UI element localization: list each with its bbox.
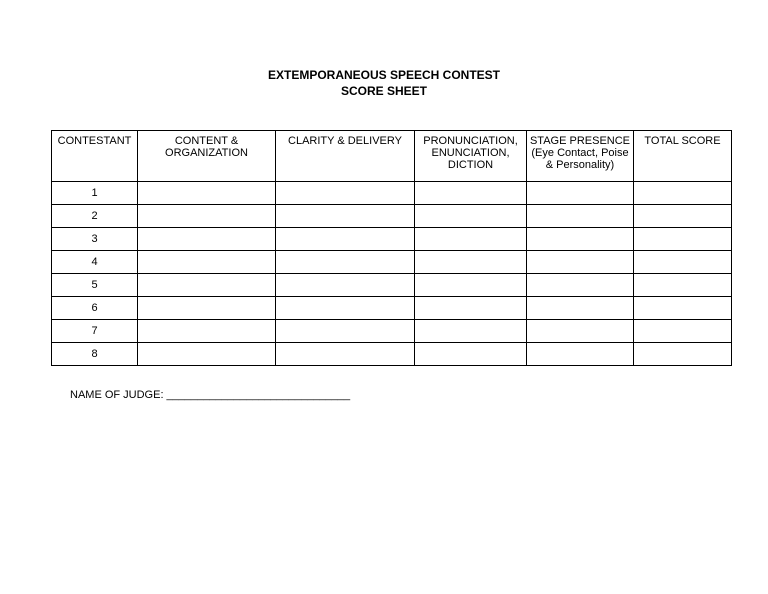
contestant-number: 5: [52, 274, 138, 297]
score-cell-pronunciation[interactable]: [415, 228, 527, 251]
score-cell-stage-presence[interactable]: [527, 297, 634, 320]
table-row: [52, 320, 732, 343]
score-cell-clarity[interactable]: [276, 251, 415, 274]
table-row: [52, 297, 732, 320]
score-cell-total[interactable]: [634, 343, 732, 366]
header-pronunciation: PRONUNCIATION, ENUNCIATION, DICTION: [415, 131, 527, 182]
contestant-number: 7: [52, 320, 138, 343]
contestant-number: 2: [52, 205, 138, 228]
judge-name-field[interactable]: NAME OF JUDGE: ______________________________: [70, 389, 351, 401]
score-cell-clarity[interactable]: [276, 320, 415, 343]
contestant-number: 4: [52, 251, 138, 274]
score-cell-clarity[interactable]: [276, 205, 415, 228]
score-cell-pronunciation[interactable]: [415, 343, 527, 366]
table-row: [52, 228, 732, 251]
contestant-number: 3: [52, 228, 138, 251]
score-cell-content[interactable]: [138, 297, 276, 320]
score-cell-content[interactable]: [138, 274, 276, 297]
score-cell-clarity[interactable]: [276, 343, 415, 366]
contestant-number: 6: [52, 297, 138, 320]
score-table-header: [52, 131, 732, 182]
score-cell-clarity[interactable]: [276, 274, 415, 297]
document-title: EXTEMPORANEOUS SPEECH CONTEST: [267, 68, 501, 82]
score-cell-pronunciation[interactable]: [415, 297, 527, 320]
score-cell-total[interactable]: [634, 320, 732, 343]
score-table: [51, 130, 732, 366]
header-row: [52, 131, 732, 182]
score-cell-total[interactable]: [634, 228, 732, 251]
score-cell-total[interactable]: [634, 297, 732, 320]
score-cell-stage-presence[interactable]: [527, 343, 634, 366]
score-cell-clarity[interactable]: [276, 297, 415, 320]
score-table-body: [52, 182, 732, 366]
table-row: [52, 343, 732, 366]
score-cell-pronunciation[interactable]: [415, 182, 527, 205]
score-cell-content[interactable]: [138, 182, 276, 205]
score-cell-stage-presence[interactable]: [527, 182, 634, 205]
score-cell-clarity[interactable]: [276, 182, 415, 205]
header-total-score: TOTAL SCORE: [634, 131, 732, 182]
table-row: [52, 182, 732, 205]
score-cell-stage-presence[interactable]: [527, 228, 634, 251]
score-cell-pronunciation[interactable]: [415, 320, 527, 343]
score-cell-clarity[interactable]: [276, 228, 415, 251]
score-cell-content[interactable]: [138, 251, 276, 274]
score-cell-stage-presence[interactable]: [527, 274, 634, 297]
score-cell-stage-presence[interactable]: [527, 320, 634, 343]
score-cell-total[interactable]: [634, 182, 732, 205]
score-cell-content[interactable]: [138, 343, 276, 366]
table-row: [52, 274, 732, 297]
header-clarity-delivery: CLARITY & DELIVERY: [276, 131, 415, 182]
contestant-number: 1: [52, 182, 138, 205]
score-cell-content[interactable]: [138, 320, 276, 343]
header-stage-presence: STAGE PRESENCE (Eye Contact, Poise & Personality): [527, 131, 634, 182]
score-cell-pronunciation[interactable]: [415, 274, 527, 297]
document-subtitle: SCORE SHEET: [340, 84, 427, 98]
header-content-organization: CONTENT & ORGANIZATION: [138, 131, 276, 182]
score-cell-stage-presence[interactable]: [527, 251, 634, 274]
score-cell-pronunciation[interactable]: [415, 251, 527, 274]
score-cell-content[interactable]: [138, 205, 276, 228]
score-cell-pronunciation[interactable]: [415, 205, 527, 228]
table-row: [52, 251, 732, 274]
score-cell-total[interactable]: [634, 205, 732, 228]
table-row: [52, 205, 732, 228]
score-cell-total[interactable]: [634, 274, 732, 297]
score-cell-stage-presence[interactable]: [527, 205, 634, 228]
contestant-number: 8: [52, 343, 138, 366]
header-contestant: CONTESTANT: [52, 131, 138, 182]
score-cell-content[interactable]: [138, 228, 276, 251]
score-cell-total[interactable]: [634, 251, 732, 274]
